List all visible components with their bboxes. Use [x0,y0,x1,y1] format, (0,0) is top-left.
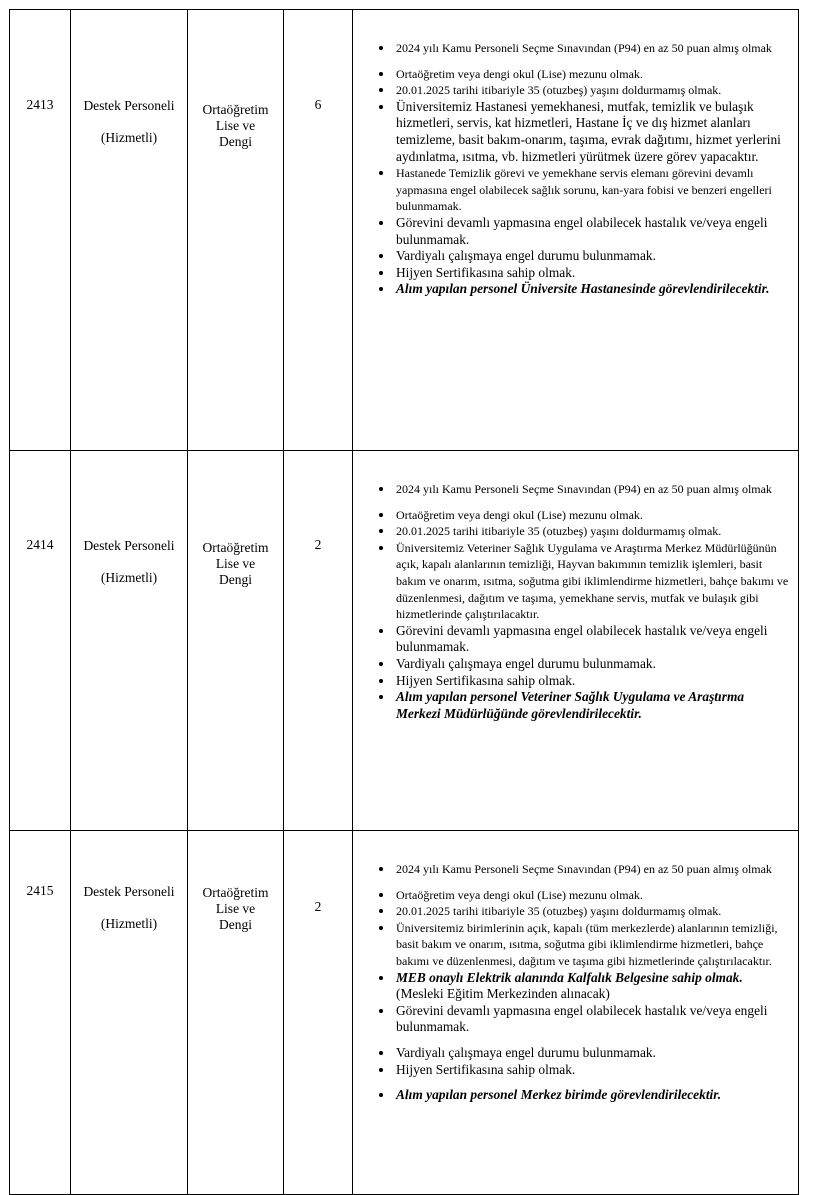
position-code: 2414 [10,451,71,831]
requirement-item: Görevini devamlı yapmasına engel olabilecek hastalık ve/veya engeli bulunmamak. [396,1003,792,1036]
education-line: Ortaöğretim [202,885,269,900]
education-level [188,451,284,831]
requirement-item: Hijyen Sertifikasına sahip olmak. [396,265,792,282]
requirement-item: 2024 yılı Kamu Personeli Seçme Sınavından (P94) en az 50 puan almış olmak [396,481,792,498]
position-title [71,451,188,831]
requirement-item: 20.01.2025 tarihi itibariyle 35 (otuzbeş) yaşını doldurmamış olmak. [396,82,792,99]
certificate-requirement: MEB onaylı Elektrik alanında Kalfalık Belgesine sahip olmak. [396,969,743,985]
position-title-line: Destek Personeli [83,538,175,553]
education-line: Ortaöğretim [202,102,269,117]
requirements-cell [353,831,799,1195]
requirement-item: Vardiyalı çalışmaya engel durumu bulunmamak. [396,248,792,265]
position-title [71,10,188,451]
requirement-item: 2024 yılı Kamu Personeli Seçme Sınavından (P94) en az 50 puan almış olmak [396,40,792,57]
table-row [10,831,799,1195]
education-line: Ortaöğretim [202,540,269,555]
staff-requirements-table [9,9,799,1195]
requirement-item: Üniversitemiz Hastanesi yemekhanesi, mutfak, temizlik ve bulaşık hizmetleri, servis, kat hizmetleri, Hastane İç ve dış hizmet alanları temizleme, basit bakım-onarım, taşıma, evrak dağıtımı, hizmet yerlerini aydınlatma, ısıtma, vb. hizmetleri yürütmek üzere görev yapacaktır. [396,99,792,165]
requirement-item: Vardiyalı çalışmaya engel durumu bulunmamak. [396,656,792,673]
position-title-line: Destek Personeli [83,884,175,899]
position-title-subline: (Hizmetli) [100,916,158,931]
requirement-item-certificate [396,970,792,1003]
education-level [188,10,284,451]
position-count: 2 [284,831,353,1195]
requirement-item: Üniversitemiz Veteriner Sağlık Uygulama ve Araştırma Merkez Müdürlüğünün açık, kapalı alanlarının temizliği, Hayvan bakımının temizlik işlemleri, basit bakım ve onarım, ısıtma, soğutma gibi iklimlendirme hizmetleri, bahçe bakımı ve düzenlenmesi, dağıtım ve taşıma, yemekhane servis, mutfak ve bulaşık gibi hizmetlerinde çalıştırılacaktır. [396,540,792,623]
education-level [188,831,284,1195]
requirement-item: Hastanede Temizlik görevi ve yemekhane servis elemanı görevini devamlı yapmasına engel olabilecek sağlık sorunu, kan-yara fobisi ve benzeri engelleri bulunmamak. [396,165,792,215]
requirements-cell [353,10,799,451]
requirement-item: Hijyen Sertifikasına sahip olmak. [396,1062,792,1079]
certificate-source-note: (Mesleki Eğitim Merkezinden alınacak) [396,986,610,1002]
position-title-subline: (Hizmetli) [100,570,158,585]
requirement-item: Hijyen Sertifikasına sahip olmak. [396,673,792,690]
requirement-item: Ortaöğretim veya dengi okul (Lise) mezunu olmak. [396,887,792,904]
requirement-item: Ortaöğretim veya dengi okul (Lise) mezunu olmak. [396,66,792,83]
requirements-list [375,481,792,722]
requirements-list [375,861,792,1104]
requirement-item: 20.01.2025 tarihi itibariyle 35 (otuzbeş) yaşını doldurmamış olmak. [396,523,792,540]
requirements-list [375,40,792,298]
requirement-item: Görevini devamlı yapmasına engel olabilecek hastalık ve/veya engeli bulunmamak. [396,623,792,656]
position-title-line: Destek Personeli [83,98,175,113]
position-title [71,831,188,1195]
position-code: 2413 [10,10,71,451]
education-line: Lise ve [215,901,256,916]
position-count: 2 [284,451,353,831]
requirement-item: 2024 yılı Kamu Personeli Seçme Sınavından (P94) en az 50 puan almış olmak [396,861,792,878]
requirement-item: Görevini devamlı yapmasına engel olabilecek hastalık ve/veya engeli bulunmamak. [396,215,792,248]
education-line: Dengi [219,134,252,149]
requirement-item-assignment: Alım yapılan personel Merkez birimde görevlendirilecektir. [396,1087,792,1104]
requirements-cell [353,451,799,831]
education-line: Lise ve [215,556,256,571]
table-row [10,451,799,831]
education-line: Dengi [219,572,252,587]
position-title-subline: (Hizmetli) [100,130,158,145]
requirement-item: Vardiyalı çalışmaya engel durumu bulunmamak. [396,1045,792,1062]
table-row [10,10,799,451]
education-line: Lise ve [215,118,256,133]
requirement-item: 20.01.2025 tarihi itibariyle 35 (otuzbeş) yaşını doldurmamış olmak. [396,903,792,920]
education-line: Dengi [219,917,252,932]
position-count: 6 [284,10,353,451]
requirement-item: Ortaöğretim veya dengi okul (Lise) mezunu olmak. [396,507,792,524]
requirement-item-assignment: Alım yapılan personel Veteriner Sağlık Uygulama ve Araştırma Merkezi Müdürlüğünde görevlendirilecektir. [396,689,792,722]
position-code: 2415 [10,831,71,1195]
requirement-item-assignment: Alım yapılan personel Üniversite Hastanesinde görevlendirilecektir. [396,281,792,298]
requirement-item: Üniversitemiz birimlerinin açık, kapalı (tüm merkezlerde) alanlarının temizliği, basit bakım ve onarım, ısıtma, soğutma gibi iklimlendirme hizmetleri, bahçe bakımı ve düzenlenmesi, dağıtım ve taşıma gibi hizmetlerinde çalıştırılacaktır. [396,920,792,970]
